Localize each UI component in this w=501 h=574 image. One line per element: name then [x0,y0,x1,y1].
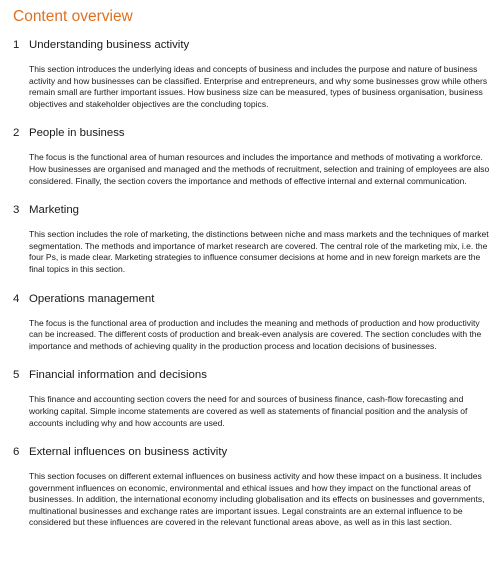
section-body: The focus is the functional area of human resources and includes the importance and methods of motivating a workforce. How businesses are organised and managed and the methods of recruitment, selection and training of employees are also considered. Finally, the section covers the importance and methods of effective internal and external communication. [29,152,490,186]
section-3 [13,203,493,275]
section-heading [13,38,493,52]
section-title: Understanding business activity [29,39,190,51]
section-body: This section focuses on different external influences on business activity and how these impact on a business. It includes government influences on economic, environmental and ethical issues and how they impact on the functional areas of businesses. In addition, the international economy including globalisation and its effects on businesses and governments, multinational businesses and exchange rates are important issues. Legal constraints are an external influence to be considered but these influences are covered in the relevant functional areas above, as well as in this last section. [29,471,485,528]
section-number: 4 [13,292,20,305]
section-title: Financial information and decisions [29,369,207,382]
page-title: Content overview [13,8,133,25]
section-title: People in business [29,127,125,140]
section-body: This section includes the role of marketing, the distinctions between niche and mass markets and the techniques of market segmentation. The methods and importance of market research are covered. The central role of the marketing mix, i.e. the four Ps, is made clear. Marketing strategies to influence consumer decisions at home and in new foreign markets are the final topics in this section. [29,229,489,274]
section-title: External influences on business activity [29,446,228,459]
section-6 [13,445,493,529]
section-heading [13,368,493,382]
section-1 [13,38,493,110]
section-title: Operations management [29,292,155,305]
section-number: 3 [13,204,20,217]
section-heading [13,126,493,140]
section-number: 2 [13,127,20,140]
section-4 [13,292,493,353]
section-body: The focus is the functional area of production and includes the meaning and methods of production and how productivity can be increased. The different costs of production and break-even analysis are covered. The section concludes with the importance and methods of achieving quality in the production process and location decisions of businesses. [29,317,482,351]
section-body: This section introduces the underlying ideas and concepts of business and includes the purpose and nature of business activity and how businesses can be classified. Enterprise and entrepreneurs, and why some businesses grow while others remain small are further important issues. How business size can be measured, types of business organisation, business objectives and stakeholder objectives are the concluding topics. [29,64,488,109]
section-number: 6 [13,446,20,459]
section-title: Marketing [29,204,80,217]
section-number: 1 [13,39,20,51]
section-heading [13,203,493,217]
section-heading [13,292,493,306]
section-5 [13,368,493,429]
section-heading [13,445,493,459]
section-2 [13,126,493,187]
section-body: This finance and accounting section covers the need for and sources of business finance, cash-flow forecasting and working capital. Simple income statements are covered as well as statements of financial position and the analysis of accounts including why and how accounts are used. [29,394,468,428]
section-number: 5 [13,369,20,382]
